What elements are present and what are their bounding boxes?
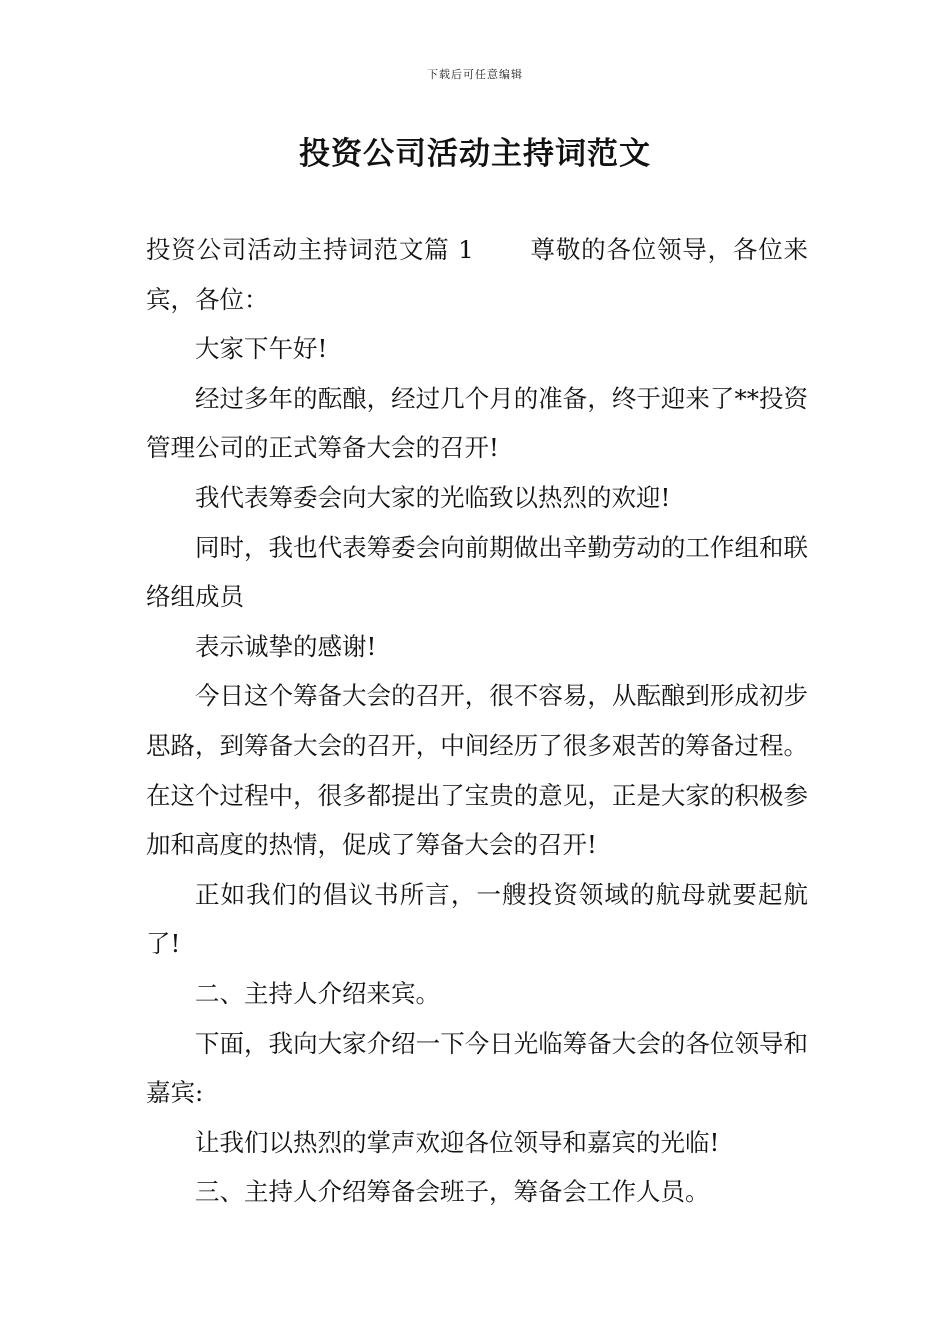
paragraph: 同时，我也代表筹委会向前期做出辛勤劳动的工作组和联络组成员 <box>146 532 808 612</box>
paragraph: 正如我们的倡议书所言，一艘投资领域的航母就要起航了! <box>146 879 808 959</box>
paragraph: 让我们以热烈的掌声欢迎各位领导和嘉宾的光临! <box>195 1127 720 1157</box>
section-heading: 二、主持人介绍来宾。 <box>195 978 440 1008</box>
paragraph: 下面，我向大家介绍一下今日光临筹备大会的各位领导和嘉宾: <box>146 1028 808 1108</box>
intro-greeting: 尊敬的各位领导，各位来宾，各位： <box>146 235 808 314</box>
paragraph: 今日这个筹备大会的召开，很不容易，从酝酿到形成初步思路，到筹备大会的召开，中间经历了很多艰苦的筹备过程。在这个过程中，很多都提出了宝贵的意见，正是大家的积极参加和高度的热情，促成了筹备大会的召开! <box>146 681 808 860</box>
section-heading: 三、主持人介绍筹备会班子，筹备会工作人员。 <box>195 1177 710 1207</box>
paragraph: 经过多年的酝酿，经过几个月的准备，终于迎来了**投资管理公司的正式筹备大会的召开! <box>146 383 808 463</box>
paragraph: 大家下午好! <box>195 334 328 364</box>
intro-heading: 投资公司活动主持词范文篇 1 <box>146 235 474 264</box>
paragraph: 我代表筹委会向大家的光临致以热烈的欢迎! <box>195 482 671 512</box>
header-note: 下载后可任意编辑 <box>427 68 523 81</box>
document-body <box>146 225 808 1217</box>
intro-paragraph <box>146 225 808 324</box>
paragraph: 表示诚挚的感谢! <box>195 631 377 661</box>
document-title: 投资公司活动主持词范文 <box>299 136 651 172</box>
